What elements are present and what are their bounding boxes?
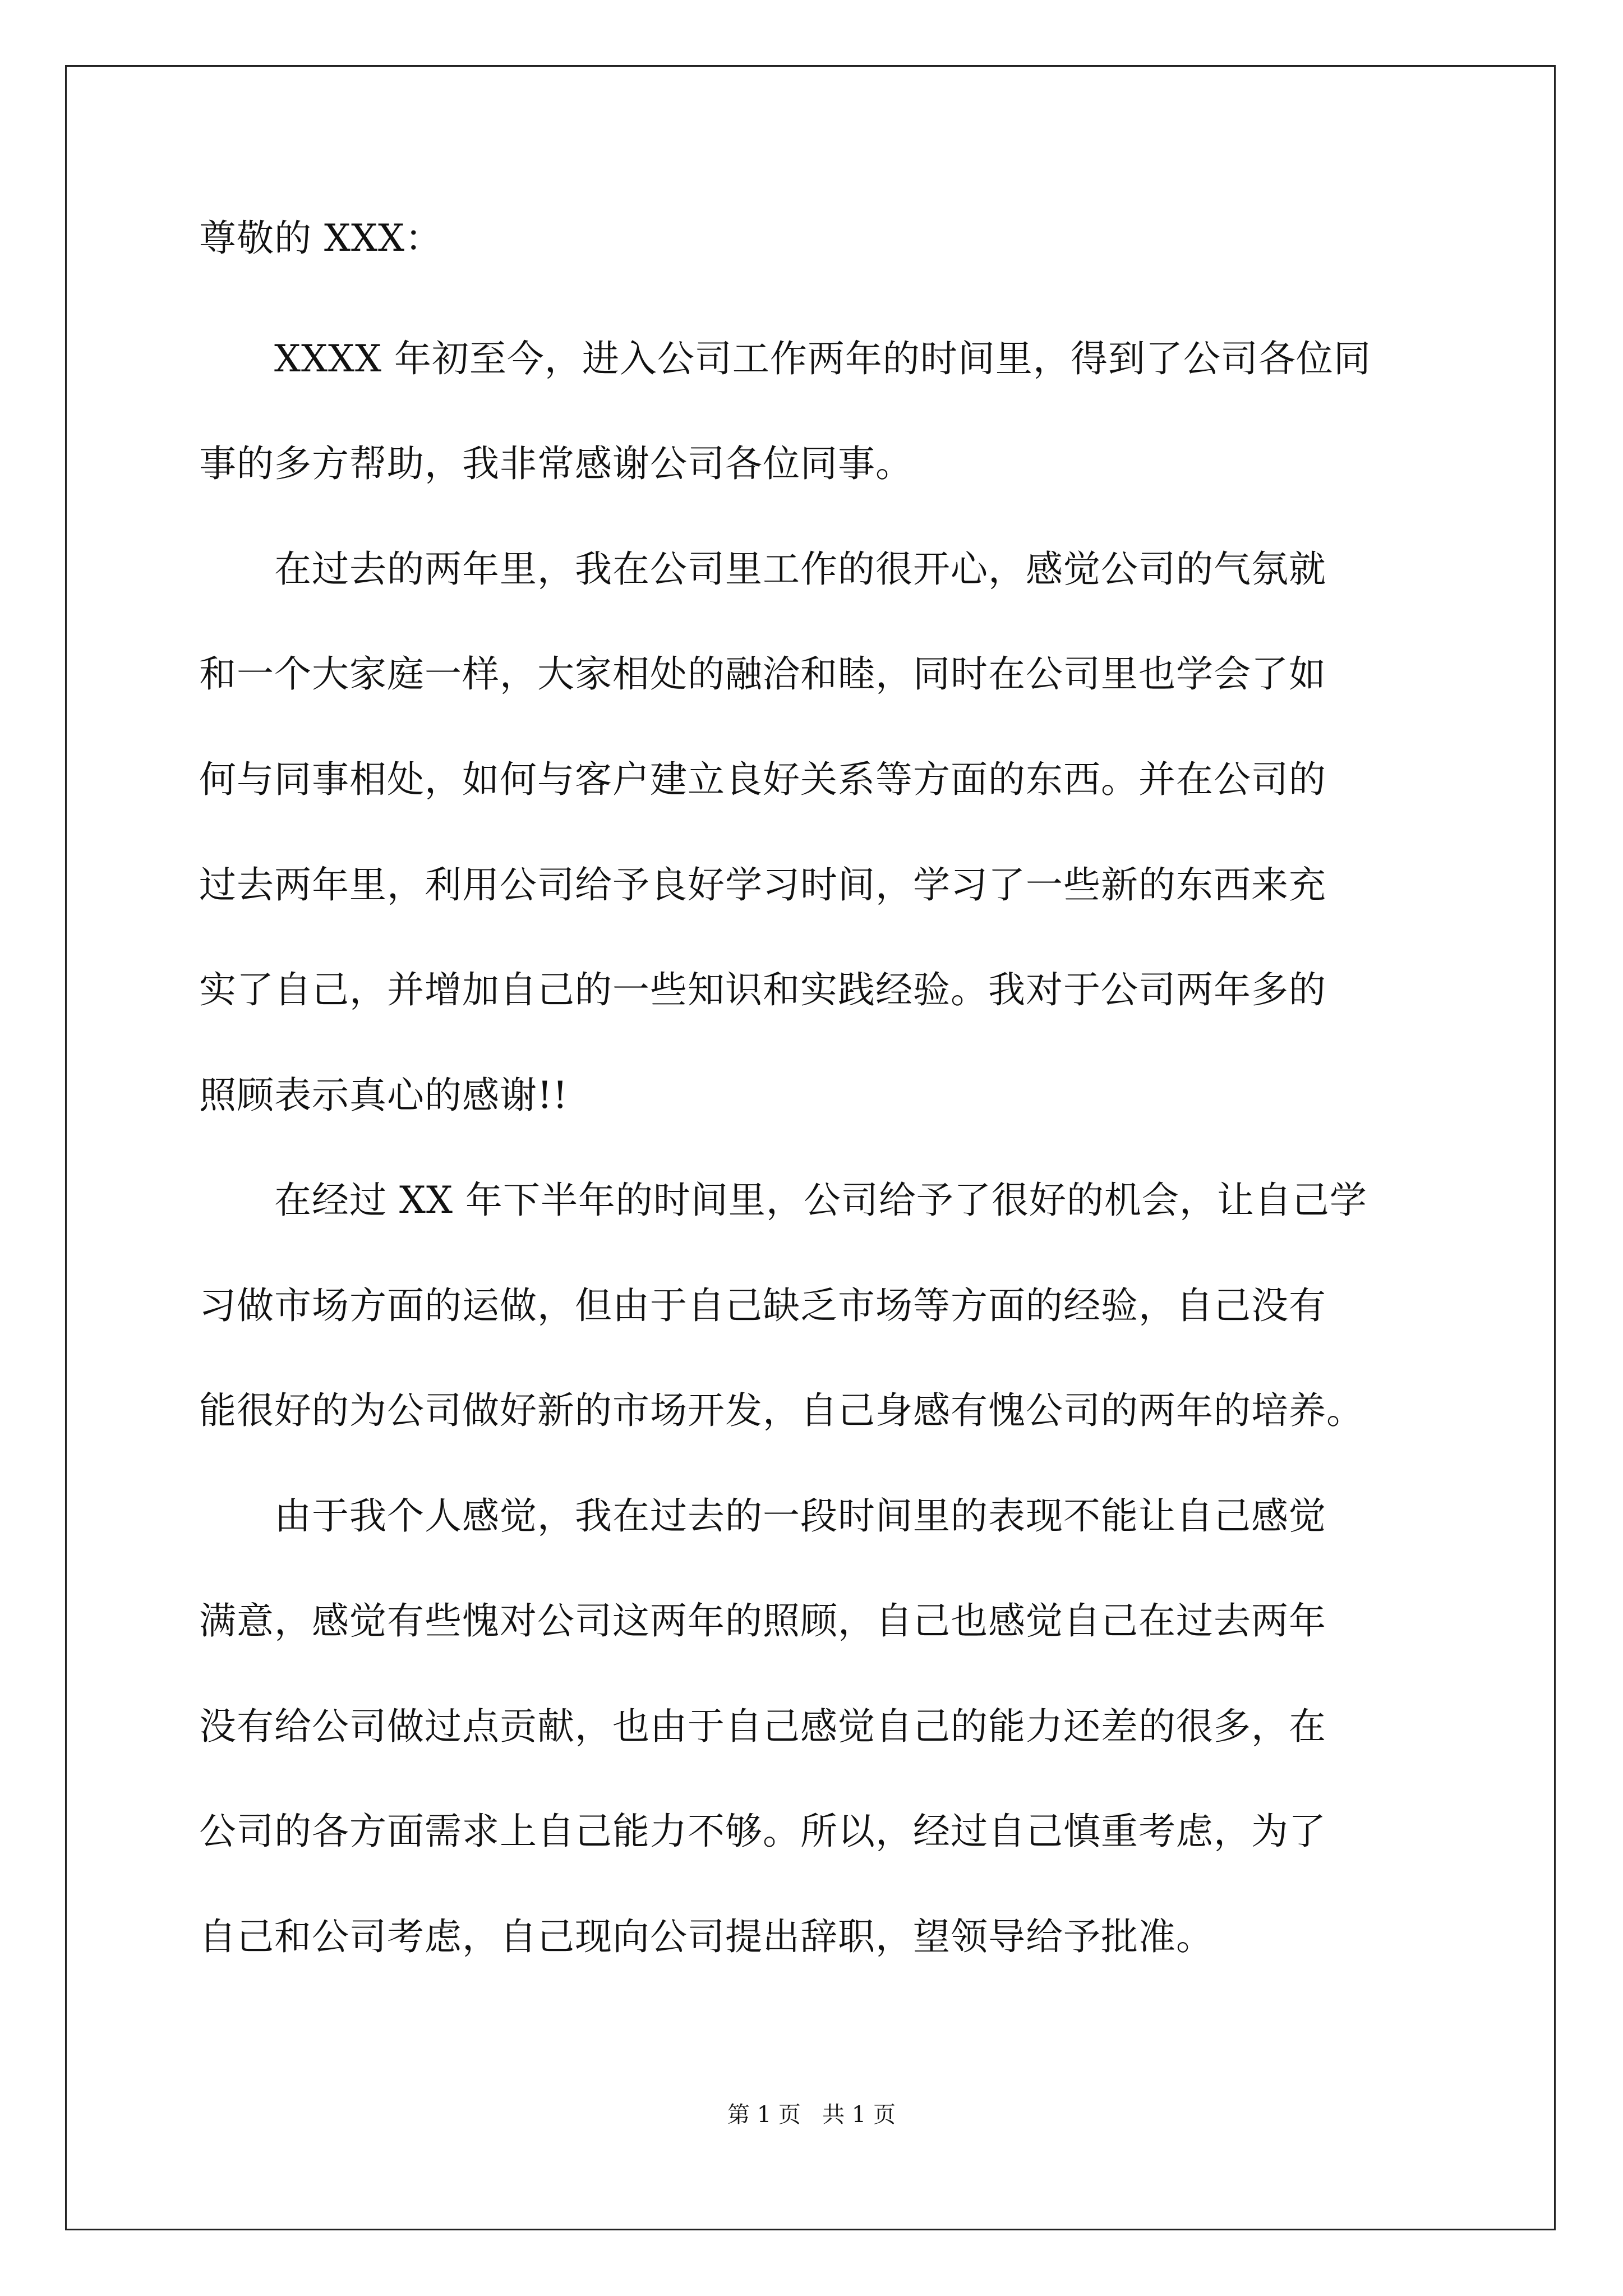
page-border [65, 65, 1556, 2230]
body-line-5: 何与同事相处，如何与客户建立良好关系等方面的东西。并在公司的 [199, 758, 1326, 801]
body-line-3: 在过去的两年里，我在公司里工作的很开心，感觉公司的气氛就 [199, 547, 1326, 591]
body-line-8: 照顾表示真心的感谢!! [199, 1074, 569, 1117]
body-line-15: 公司的各方面需求上自己能力不够。所以，经过自己慎重考虑，为了 [199, 1810, 1326, 1853]
body-line-9: 在经过 XX 年下半年的时间里，公司给予了很好的机会，让自己学 [199, 1179, 1367, 1222]
body-line-10: 习做市场方面的运做，但由于自己缺乏市场等方面的经验，自己没有 [199, 1284, 1326, 1327]
body-line-14: 没有给公司做过点贡献，也由于自己感觉自己的能力还差的很多，在 [199, 1705, 1326, 1748]
page-number-footer: 第 1 页 共 1 页 [727, 2102, 896, 2128]
body-line-16: 自己和公司考虑，自己现向公司提出辞职，望领导给予批准。 [199, 1915, 1214, 1958]
body-line-1: XXXX 年初至今，进入公司工作两年的时间里，得到了公司各位同 [199, 337, 1371, 380]
body-line-6: 过去两年里，利用公司给予良好学习时间，学习了一些新的东西来充 [199, 863, 1326, 907]
body-line-11: 能很好的为公司做好新的市场开发，自己身感有愧公司的两年的培养。 [199, 1389, 1364, 1432]
body-line-2: 事的多方帮助，我非常感谢公司各位同事。 [199, 442, 913, 485]
salutation-line: 尊敬的 XXX： [199, 217, 442, 260]
body-line-4: 和一个大家庭一样，大家相处的融洽和睦，同时在公司里也学会了如 [199, 652, 1326, 696]
body-line-12: 由于我个人感觉，我在过去的一段时间里的表现不能让自己感觉 [199, 1494, 1326, 1538]
body-line-7: 实了自己，并增加自己的一些知识和实践经验。我对于公司两年多的 [199, 968, 1326, 1011]
body-line-13: 满意，感觉有些愧对公司这两年的照顾，自己也感觉自己在过去两年 [199, 1599, 1326, 1642]
